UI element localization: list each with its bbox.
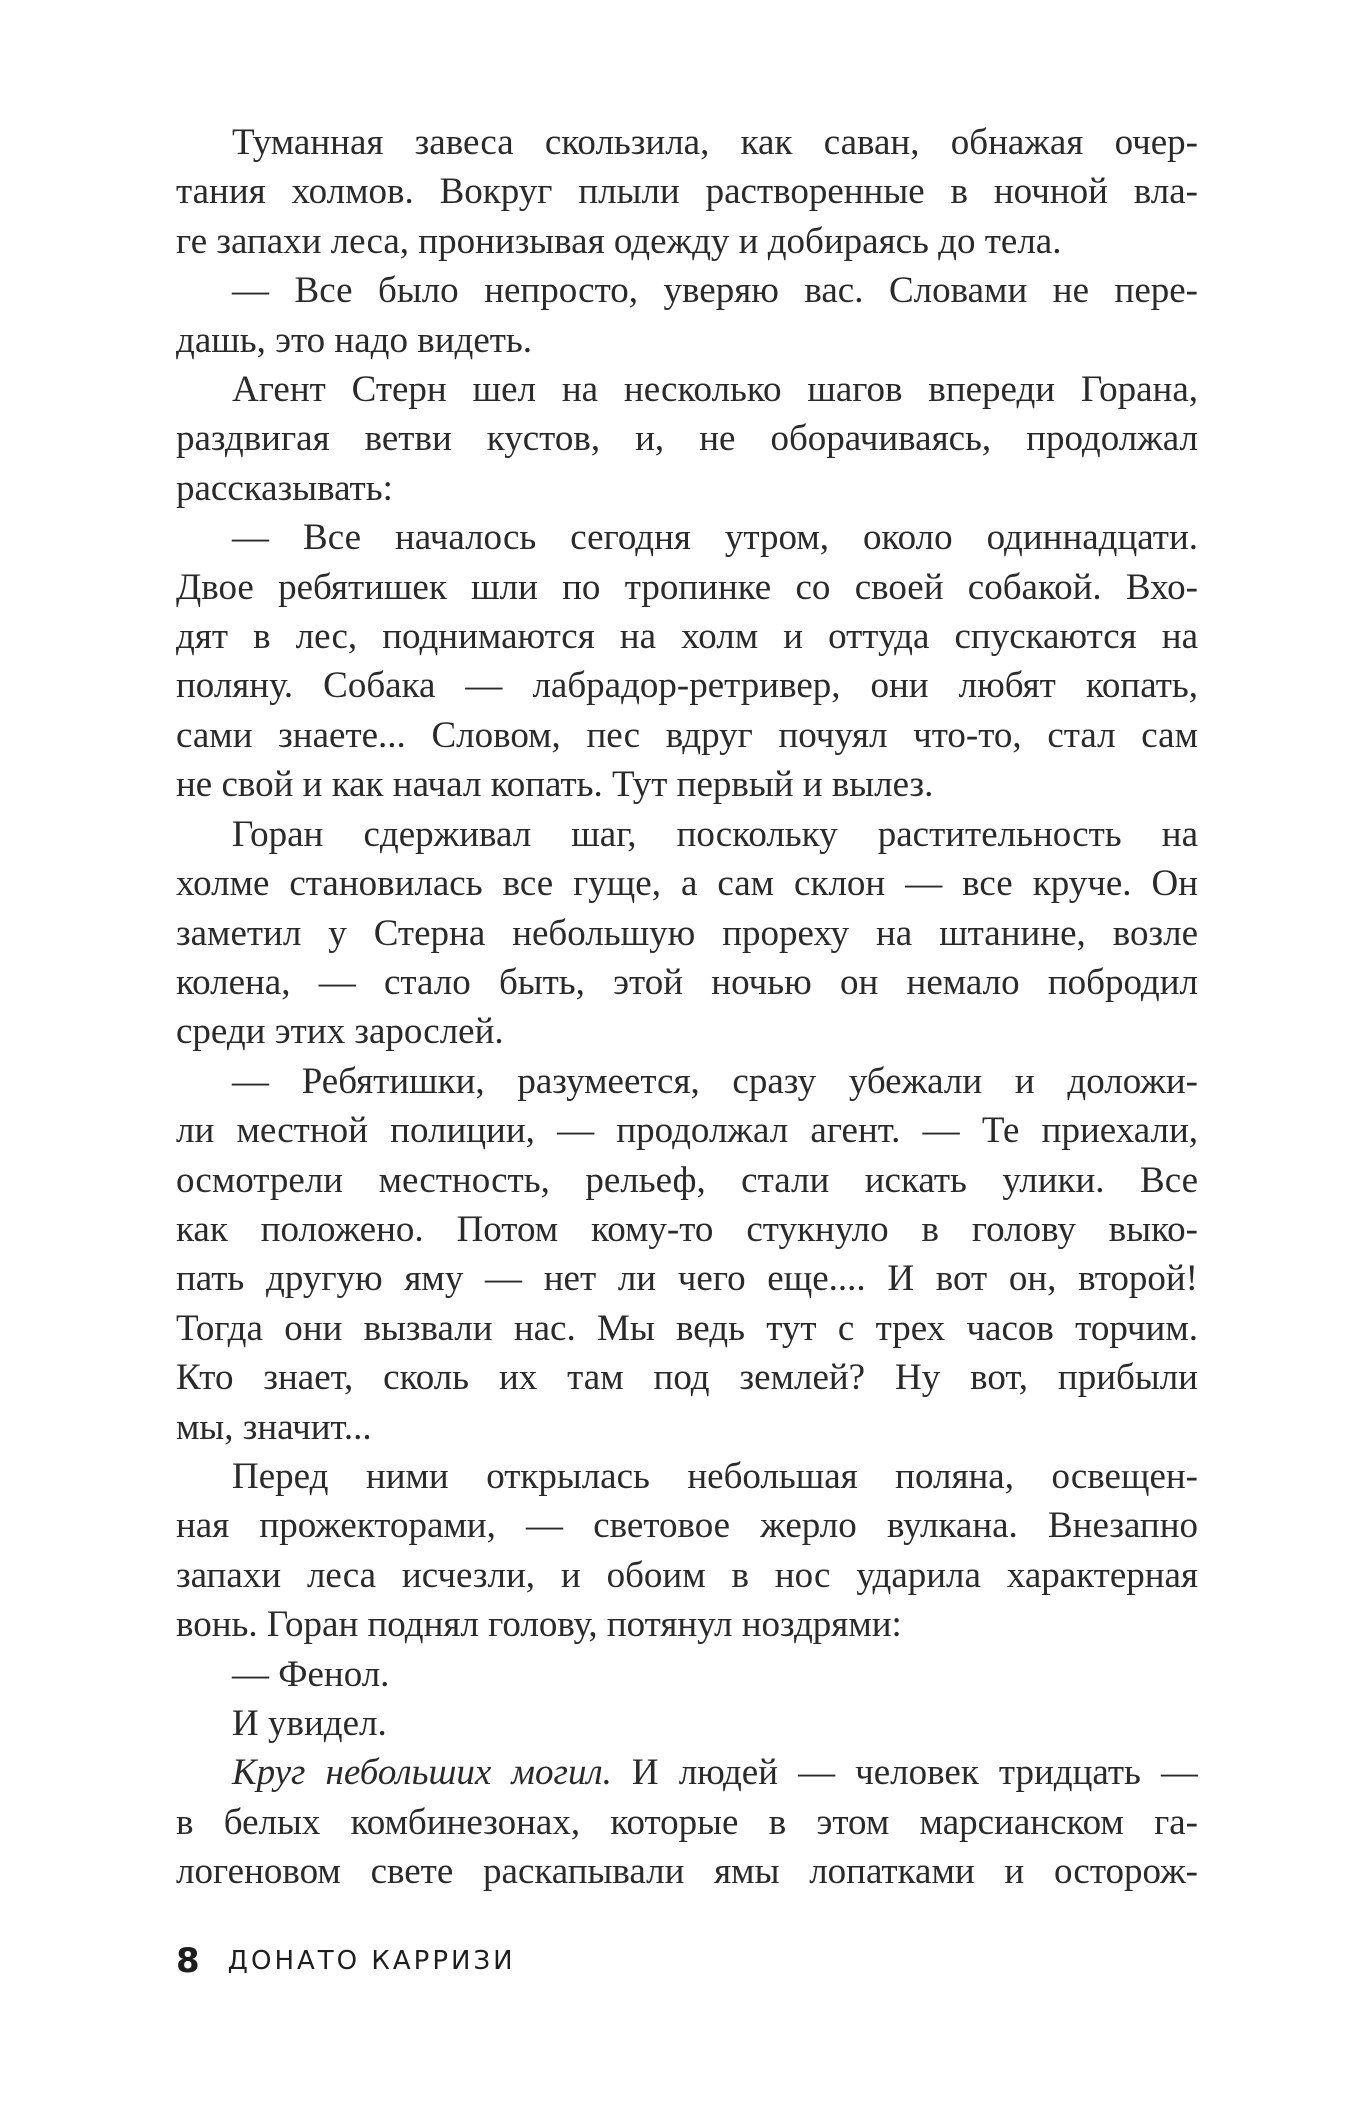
paragraph: [176, 118, 1198, 266]
text-line: раздвигая ветви кустов, и, не оборачиваясь, продолжал: [176, 418, 1198, 460]
text-line: тания холмов. Вокруг плыли растворенные в ночной вла-: [176, 171, 1198, 213]
text-line: И увидел.: [232, 1703, 387, 1744]
text-line: рассказывать:: [176, 467, 393, 509]
text-line: Перед ними открылась небольшая поляна, освещен-: [232, 1455, 1198, 1497]
text-line: пать другую яму — нет ли чего еще.... И вот он, второй!: [176, 1258, 1198, 1300]
running-head-author: ДОНАТО КАРРИЗИ: [227, 1946, 516, 1976]
italic-phrase: Круг небольших могил.: [232, 1752, 612, 1794]
text-fragment: И людей — человек тридцать —: [611, 1752, 1198, 1794]
paragraph: [176, 1057, 1198, 1452]
paragraph: [176, 1452, 1198, 1650]
text-line: — Все было непросто, уверяю вас. Словами не пере-: [232, 270, 1198, 312]
text-line: Горан сдерживал шаг, поскольку растительность на: [232, 813, 1198, 855]
text-line: сами знаете... Словом, пес вдруг почуял что-то, стал сам: [176, 714, 1198, 756]
text-line: [176, 1748, 1198, 1797]
text-line: ли местной полиции, — продолжал агент. — Те приехали,: [176, 1110, 1198, 1152]
text-line: — Все началось сегодня утром, около одиннадцати.: [232, 517, 1198, 559]
paragraph: [176, 266, 1198, 365]
text-line: Агент Стерн шел на несколько шагов впереди Горана,: [232, 369, 1198, 411]
text-line: — Фенол.: [232, 1653, 390, 1695]
text-line: заметил у Стерна небольшую прореху на штанине, возле: [176, 912, 1198, 954]
text-line: как положено. Потом кому-то стукнуло в голову выко-: [176, 1208, 1198, 1250]
text-line: не свой и как начал копать. Тут первый и вылез.: [176, 764, 934, 806]
text-line: — Ребятишки, разумеется, сразу убежали и доложи-: [232, 1060, 1198, 1102]
page-number: 8: [176, 1941, 200, 1981]
text-line: осмотрели местность, рельеф, стали искать улики. Все: [176, 1159, 1198, 1201]
text-line: дашь, это надо видеть.: [176, 319, 533, 361]
text-line: поляну. Собака — лабрадор-ретривер, они любят копать,: [176, 665, 1198, 707]
text-line: Кто знает, сколь их там под землей? Ну вот, прибыли: [176, 1357, 1198, 1399]
text-line: в белых комбинезонах, которые в этом марсианском га-: [176, 1801, 1198, 1843]
text-line: Двое ребятишек шли по тропинке со своей собакой. Вхо-: [176, 566, 1198, 608]
paragraph: [176, 1650, 1198, 1699]
text-line: вонь. Горан поднял голову, потянул ноздрями:: [176, 1604, 902, 1646]
text-line: логеновом свете раскапывали ямы лопатками и осторож-: [176, 1851, 1198, 1893]
paragraph: [176, 513, 1198, 809]
text-line: ге запахи леса, пронизывая одежду и добираясь до тела.: [176, 220, 1062, 262]
text-line: ная прожекторами, — световое жерло вулкана. Внезапно: [176, 1505, 1198, 1547]
page-footer: [176, 1941, 516, 1981]
text-line: среди этих зарослей.: [176, 1011, 504, 1053]
paragraph: [176, 810, 1198, 1057]
paragraph: [176, 1748, 1198, 1896]
text-line: мы, значит...: [176, 1406, 372, 1448]
text-line: холме становилась все гуще, а сам склон — все круче. Он: [176, 863, 1198, 905]
text-line: Тогда они вызвали нас. Мы ведь тут с трех часов торчим.: [176, 1307, 1198, 1349]
body-text: [176, 118, 1198, 1897]
paragraph: [176, 1699, 1198, 1748]
text-line: Туманная завеса скользила, как саван, обнажая очер-: [232, 122, 1198, 163]
paragraph: [176, 365, 1198, 513]
text-line: колена, — стало быть, этой ночью он немало побродил: [176, 961, 1198, 1003]
text-line: дят в лес, поднимаются на холм и оттуда спускаются на: [176, 616, 1198, 658]
text-line: запахи леса исчезли, и обоим в нос ударила характерная: [176, 1554, 1198, 1596]
